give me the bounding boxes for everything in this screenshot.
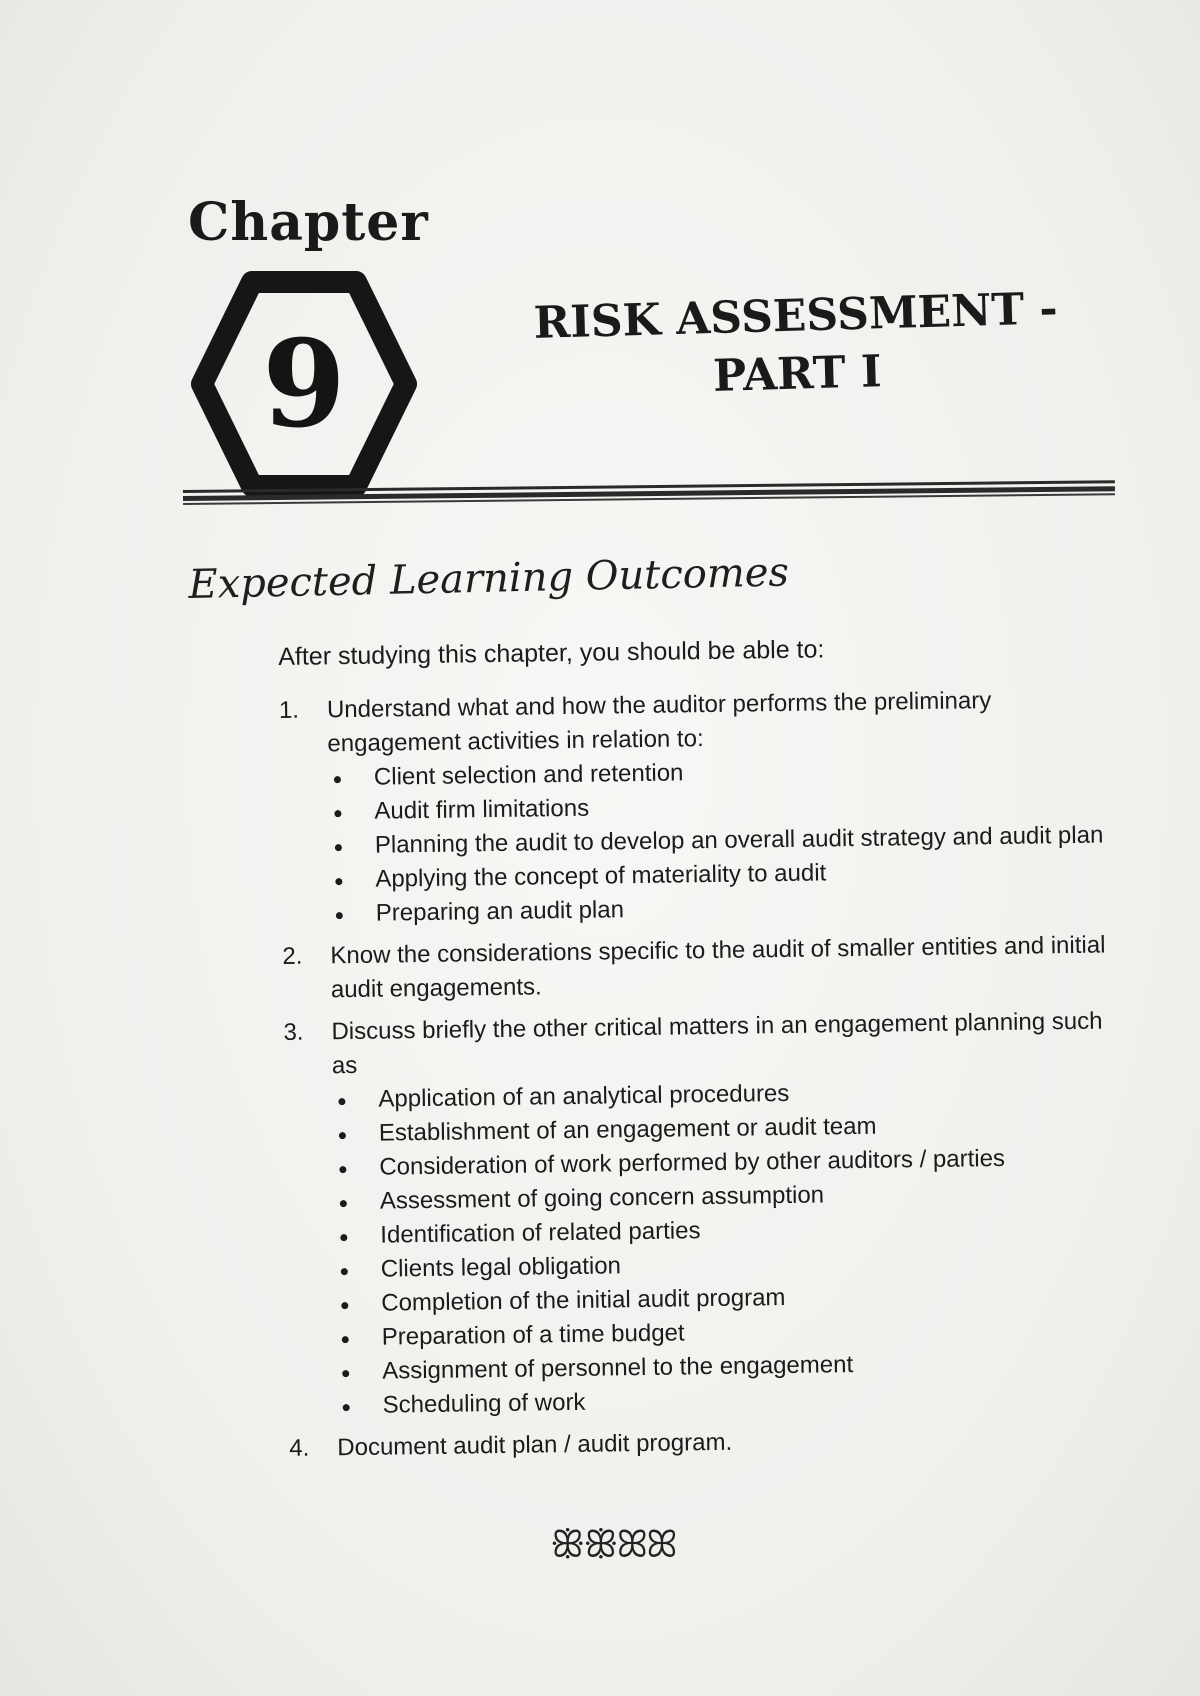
outcome-text: Understand what and how the auditor performs the preliminary engagement activities in relation to:	[326, 687, 992, 758]
outcome-text: Discuss briefly the other critical matters in an engagement planning such as	[331, 1007, 1103, 1080]
chapter-title-line-2: PART I	[712, 346, 883, 402]
bullet-item: Identification of related parties	[334, 1208, 1116, 1253]
bullet-item: Audit firm limitations	[328, 784, 1110, 829]
outcome-text: Document audit plan / audit program.	[337, 1428, 733, 1462]
closing-ornament: ꕥꕥꕤꕤ	[550, 1522, 676, 1566]
outcomes-heading: Expected Learning Outcomes	[188, 549, 790, 608]
bullet-item: Applying the concept of materiality to audit	[329, 852, 1111, 897]
outcome-item-2	[282, 928, 1113, 1008]
bullet-item: Assessment of going concern assumption	[334, 1174, 1116, 1219]
outcome-number: 1.	[278, 696, 300, 724]
outcomes-content	[278, 628, 1120, 1474]
bullet-item: Preparation of a time budget	[336, 1310, 1118, 1355]
bullet-item: Preparing an audit plan	[330, 886, 1112, 931]
chapter-number: 9	[262, 313, 346, 455]
outcome-number: 2.	[282, 942, 303, 970]
bullet-item: Completion of the initial audit program	[335, 1276, 1117, 1321]
bullet-item: Client selection and retention	[328, 750, 1110, 795]
outcome-bullet-list	[332, 1072, 1119, 1423]
outcomes-intro: After studying this chapter, you should be able to:	[278, 635, 825, 671]
bullet-item: Clients legal obligation	[335, 1242, 1117, 1287]
outcome-number: 3.	[283, 1018, 304, 1046]
chapter-title-line-1: RISK ASSESSMENT -	[533, 283, 1059, 349]
chapter-title	[495, 279, 1098, 412]
bullet-item: Planning the audit to develop an overall audit strategy and audit plan	[329, 818, 1111, 863]
outcome-bullet-list	[328, 750, 1112, 931]
chapter-label: Chapter	[188, 192, 429, 253]
bullet-item: Consideration of work performed by other auditors / parties	[333, 1140, 1115, 1185]
bullet-item: Scheduling of work	[336, 1378, 1118, 1423]
outcome-item-4	[289, 1420, 1119, 1466]
bullet-item: Assignment of personnel to the engagement	[336, 1344, 1118, 1389]
outcome-number: 4.	[289, 1434, 310, 1462]
bullet-item: Application of an analytical procedures	[332, 1072, 1114, 1117]
outcome-item-3	[283, 1004, 1119, 1424]
bullet-item: Establishment of an engagement or audit team	[333, 1106, 1115, 1151]
outcome-item-1	[279, 682, 1112, 932]
outcome-text: Know the considerations specific to the audit of smaller entities and initial audit engagements.	[330, 931, 1106, 1004]
